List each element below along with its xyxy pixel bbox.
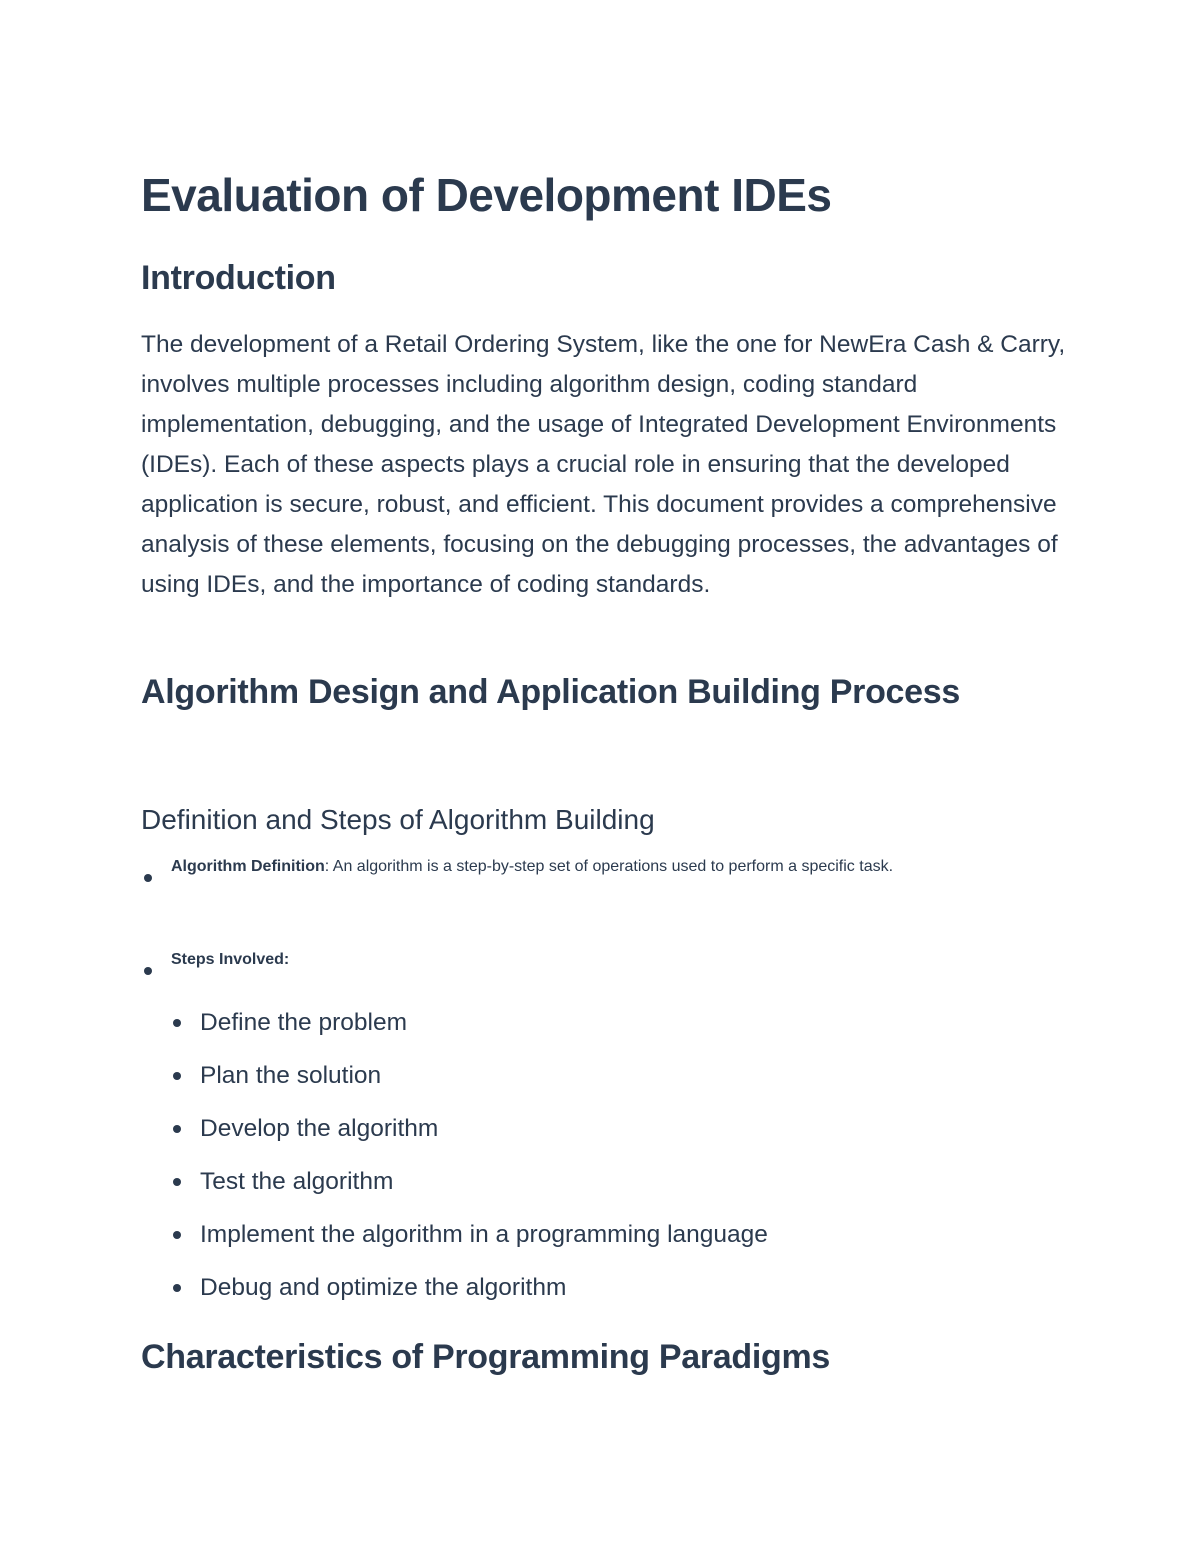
step-item xyxy=(170,1109,438,1149)
list-item-steps-involved xyxy=(141,951,1071,969)
bullet-icon xyxy=(173,1072,181,1080)
bullet-icon xyxy=(173,1231,181,1239)
step-item xyxy=(170,1215,768,1255)
step-text: Test the algorithm xyxy=(200,1168,394,1195)
step-text: Define the problem xyxy=(200,1009,408,1036)
bullet-icon xyxy=(173,1178,181,1186)
step-item xyxy=(170,1162,393,1202)
step-text: Plan the solution xyxy=(200,1062,382,1089)
list-item-algorithm-definition xyxy=(141,858,1071,876)
step-item xyxy=(170,1003,407,1043)
bullet-icon xyxy=(173,1019,181,1027)
step-text: Debug and optimize the algorithm xyxy=(200,1274,567,1301)
bullet-icon xyxy=(173,1125,181,1133)
steps-label-colon: : xyxy=(283,951,290,968)
step-item xyxy=(170,1056,381,1096)
bullet-icon xyxy=(173,1284,181,1292)
definition-label: Algorithm Definition xyxy=(171,858,325,875)
programming-paradigms-heading: Characteristics of Programming Paradigms xyxy=(141,1338,831,1376)
bullet-icon xyxy=(144,967,152,975)
step-text: Implement the algorithm in a programming language xyxy=(200,1221,768,1248)
introduction-paragraph: The development of a Retail Ordering System, like the one for NewEra Cash & Carry, involves multiple processes including algorithm design, coding standard implementation, debugging, and the usage of Integrated Development Environments (IDEs). Each of these aspects plays a crucial role in ensuring that the developed application is secure, robust, and efficient. This document provides a comprehensive analysis of these elements, focusing on the debugging processes, the advantages of using IDEs, and the importance of coding standards. xyxy=(141,331,1066,598)
document-title: Evaluation of Development IDEs xyxy=(141,169,832,221)
bullet-icon xyxy=(144,874,152,882)
step-text: Develop the algorithm xyxy=(200,1115,439,1142)
step-item xyxy=(170,1268,566,1308)
steps-label: Steps Involved xyxy=(171,951,284,968)
definition-text: : An algorithm is a step-by-step set of operations used to perform a specific task. xyxy=(324,858,894,875)
introduction-heading: Introduction xyxy=(141,259,336,297)
algorithm-building-subheading: Definition and Steps of Algorithm Building xyxy=(141,804,655,835)
algorithm-design-heading: Algorithm Design and Application Building Process xyxy=(141,673,960,711)
